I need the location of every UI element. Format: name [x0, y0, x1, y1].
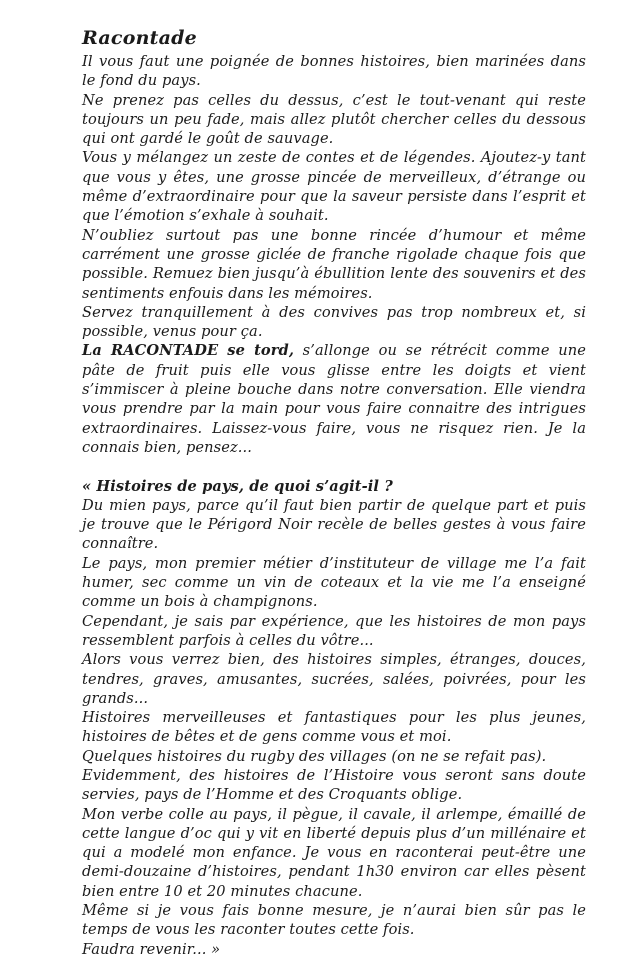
paragraph: Quelques histoires du rugby des villages (on ne se refait pas).: [82, 747, 547, 765]
paragraph: Alors vous verrez bien, des histoires simples, étranges, douces, tendres, graves, amusantes, sucrées, salées, poivrées, pour les grands...: [82, 651, 586, 707]
page-title: Racontade: [82, 27, 197, 49]
paragraph: Il vous faut une poignée de bonnes histoires, bien marinées dans le fond du pays.: [82, 53, 586, 90]
paragraph: Le pays, mon premier métier d’instituteur de village me l’a fait humer, sec comme un vin de coteaux et la vie me l’a enseigné comme un bois à champignons.: [82, 554, 586, 611]
paragraph: Faudra revenir... »: [82, 940, 221, 958]
paragraph: Histoires merveilleuses et fantastiques pour les plus jeunes, histoires de bêtes et de gens comme vous et moi.: [82, 709, 586, 746]
document-body: [82, 52, 586, 959]
paragraph: Vous y mélangez un zeste de contes et de légendes. Ajoutez-y tant que vous y êtes, une grosse pincée de merveilleux, d’étrange ou même d’extraordinaire pour que la saveur persiste dans l’esprit et que l’émotion s’exhale à souhait.: [82, 149, 586, 225]
paragraph: Mon verbe colle au pays, il pègue, il cavale, il arlempe, émaillé de cette langue d’oc qui y vit en liberté depuis plus d’un millénaire et qui a modelé mon enfance. Je vous en raconterai peut-être une demi-douzaine d’histoires, pendant 1h30 environ car elles pèsent bien entre 10 et 20 minutes chacune.: [82, 805, 586, 900]
paragraph: Du mien pays, parce qu’il faut bien partir de quelque part et puis je trouve que le Périgord Noir recèle de belles gestes à vous faire connaître.: [82, 496, 586, 553]
paragraph: Cependant, je sais par expérience, que les histoires de mon pays ressemblent parfois à celles du vôtre...: [82, 612, 586, 649]
paragraph: Servez tranquillement à des convives pas trop nombreux et, si possible, venus pour ça.: [82, 303, 586, 341]
paragraph: [82, 341, 586, 457]
paragraph: N’oubliez surtout pas une bonne rincée d’humour et même carrément une grosse giclée de franche rigolade chaque fois que possible. Remuez bien jusqu’à ébullition lente des souvenirs et des sentiments enfouis dans les mémoires.: [82, 226, 586, 302]
paragraph-bold-lead: La RACONTADE se tord,: [82, 342, 295, 360]
paragraph: Même si je vous fais bonne mesure, je n’aurai bien sûr pas le temps de vous les raconter toutes cette fois.: [82, 902, 586, 939]
section-heading: « Histoires de pays, de quoi s’agit-il ?: [82, 477, 393, 495]
paragraph-text: s’allonge ou se rétrécit comme une pâte de fruit puis elle vous glisse entre les doigts et vient s’immiscer à pleine bouche dans notre conversation. Elle viendra vous prendre par la main pour vous faire connaitre des intrigues extraordinaires. Laissez-vous faire, vous ne risquez rien. Je la connais bien, pensez...: [82, 342, 586, 456]
paragraph: Ne prenez pas celles du dessus, c’est le tout-venant qui reste toujours un peu fade, mais allez plutôt chercher celles du dessous qui ont gardé le goût de sauvage.: [82, 91, 586, 148]
paragraph: Evidemment, des histoires de l’Histoire vous seront sans doute servies, pays de l’Homme et des Croquants oblige.: [82, 766, 586, 804]
